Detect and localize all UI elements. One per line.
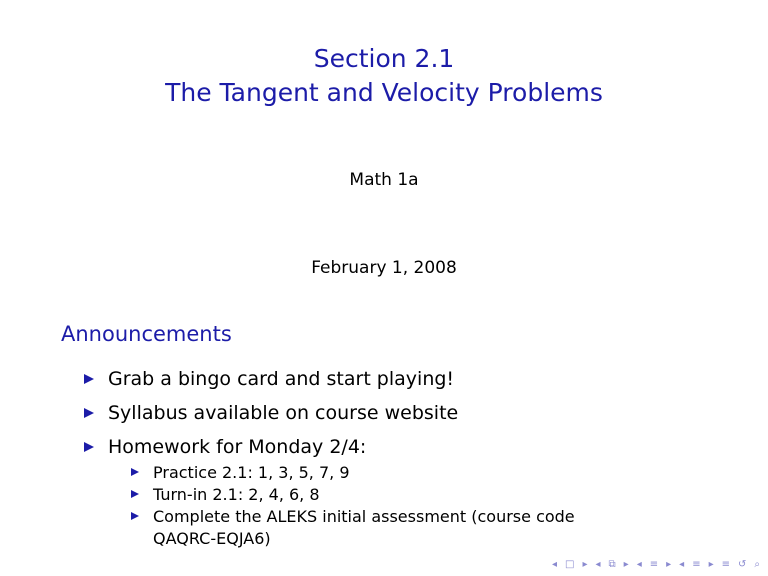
nav-next-frame-icon[interactable]: ▸	[623, 559, 629, 570]
sublist-item	[128, 506, 575, 528]
nav-prev-section-icon[interactable]: ◂	[679, 559, 685, 570]
sublist-item-text: Complete the ALEKS initial assessment (course code	[153, 507, 575, 526]
list-item-text: Syllabus available on course website	[108, 402, 459, 424]
slide-title-line2: The Tangent and Velocity Problems	[165, 78, 603, 107]
beamer-navigation-bar	[552, 559, 760, 570]
nav-next-subsection-icon[interactable]: ▸	[666, 559, 672, 570]
bullet-triangle-icon	[131, 512, 139, 520]
nav-slide-icon[interactable]: □	[565, 559, 575, 570]
homework-sublist	[128, 462, 575, 550]
sublist-item-continued	[128, 528, 575, 550]
sublist-item	[128, 484, 575, 506]
nav-back-icon[interactable]: ↺	[738, 559, 747, 570]
slide-title-block	[0, 42, 768, 110]
nav-frame-icon[interactable]: ⧉	[608, 559, 616, 570]
list-item-text: Homework for Monday 2/4:	[108, 436, 367, 458]
slide-title-line1: Section 2.1	[313, 44, 455, 73]
list-item-text: Grab a bingo card and start playing!	[108, 368, 455, 390]
nav-menu-icon[interactable]: ≡	[721, 559, 730, 570]
list-item	[80, 400, 458, 434]
nav-prev-subsection-icon[interactable]: ◂	[636, 559, 642, 570]
nav-next-slide-icon[interactable]: ▸	[582, 559, 588, 570]
bullet-triangle-icon	[131, 468, 139, 476]
slide-author: Math 1a	[349, 170, 419, 190]
bullet-triangle-icon	[84, 408, 94, 418]
bullet-triangle-icon	[131, 490, 139, 498]
nav-search-icon[interactable]: ⌕	[754, 559, 760, 570]
nav-subsection-icon[interactable]: ≡	[649, 559, 659, 570]
sublist-item-text: Practice 2.1: 1, 3, 5, 7, 9	[153, 463, 350, 482]
bullet-triangle-icon	[84, 442, 94, 452]
nav-prev-frame-icon[interactable]: ◂	[595, 559, 601, 570]
sublist-item-text: QAQRC-EQJA6)	[153, 529, 271, 548]
nav-section-icon[interactable]: ≡	[692, 559, 701, 570]
nav-next-section-icon[interactable]: ▸	[708, 559, 714, 570]
nav-prev-slide-icon[interactable]: ◂	[551, 559, 558, 570]
slide-date: February 1, 2008	[311, 258, 457, 278]
frame-title: Announcements	[61, 322, 232, 346]
announcement-list	[80, 366, 458, 468]
bullet-triangle-icon	[84, 374, 94, 384]
sublist-item	[128, 462, 575, 484]
sublist-item-text: Turn-in 2.1: 2, 4, 6, 8	[153, 485, 320, 504]
list-item	[80, 366, 458, 400]
